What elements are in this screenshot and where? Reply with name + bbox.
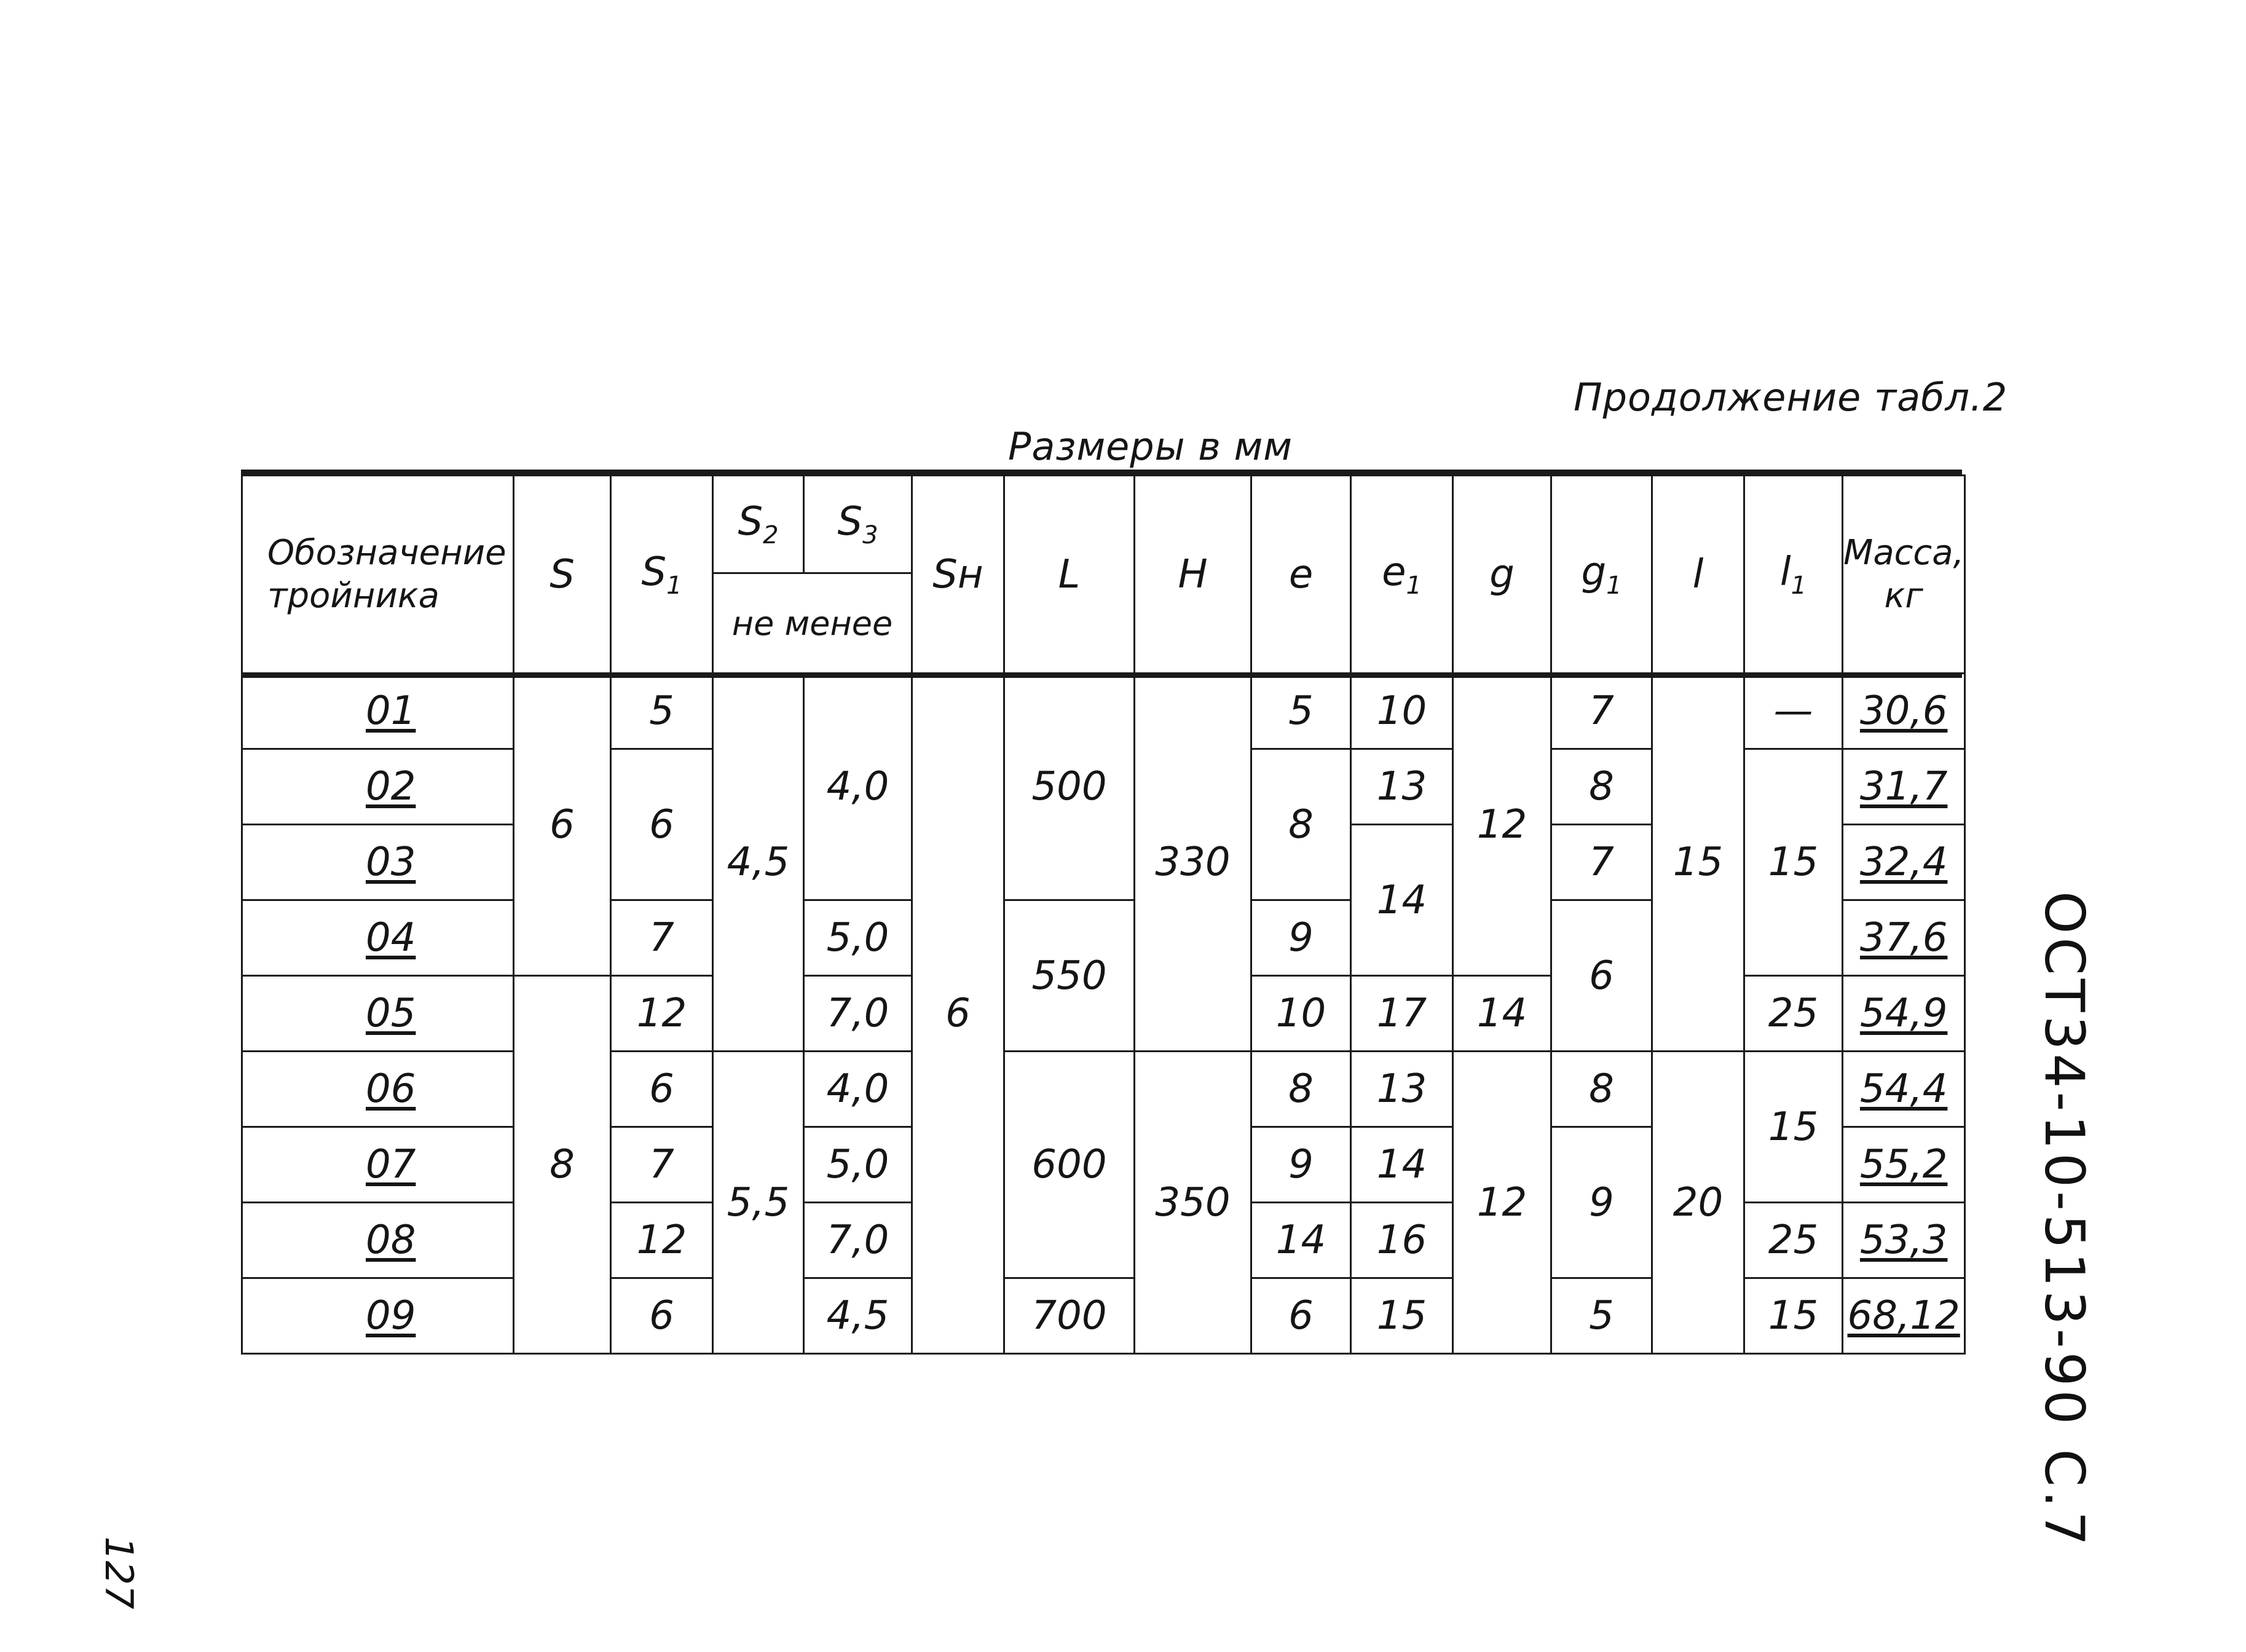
s-rows-01-04: 6 (514, 674, 611, 976)
header-e: e (1251, 476, 1351, 674)
g1-row-03: 7 (1551, 825, 1652, 900)
e1-row-02: 13 (1351, 749, 1453, 825)
top-rule (241, 470, 1962, 474)
s3-row-07: 5,0 (804, 1127, 912, 1203)
header-s2-letter: S (738, 499, 763, 545)
mass-09: 68,12 (1843, 1278, 1965, 1354)
mass-01: 30,6 (1843, 674, 1965, 749)
l1-row-09: 15 (1744, 1278, 1843, 1354)
s1-row-08: 12 (611, 1203, 713, 1278)
L-rows-04-05: 550 (1004, 900, 1135, 1052)
s2-rows-06-09: 5,5 (713, 1052, 804, 1354)
H-rows-06-09: 350 (1135, 1052, 1251, 1354)
e1-row-06: 13 (1351, 1052, 1453, 1127)
e1-rows-03-04: 14 (1351, 825, 1453, 976)
e-row-05: 10 (1251, 976, 1351, 1052)
s1-row-01: 5 (611, 674, 713, 749)
designation-01: 01 (242, 674, 514, 749)
designation-04: 04 (242, 900, 514, 976)
designation-09: 09 (242, 1278, 514, 1354)
g1-rows-04-05: 6 (1551, 900, 1652, 1052)
header-e1-sub: 1 (1406, 571, 1422, 600)
s1-rows-02-03: 6 (611, 749, 713, 900)
mass-03: 32,4 (1843, 825, 1965, 900)
e-row-07: 9 (1251, 1127, 1351, 1203)
g1-row-01: 7 (1551, 674, 1652, 749)
g1-rows-07-08: 9 (1551, 1127, 1652, 1278)
g1-row-09: 5 (1551, 1278, 1652, 1354)
g-rows-01-04: 12 (1453, 674, 1551, 976)
header-s1-sub: 1 (666, 571, 682, 600)
e1-row-08: 16 (1351, 1203, 1453, 1278)
l-rows-06-09: 20 (1652, 1052, 1744, 1354)
l1-row-01: — (1744, 674, 1843, 749)
document-code (2033, 891, 2096, 1549)
designation-06: 06 (242, 1052, 514, 1127)
designation-02: 02 (242, 749, 514, 825)
header-l1 (1744, 476, 1843, 674)
s3-row-09: 4,5 (804, 1278, 912, 1354)
page-number-text: 127 (97, 1536, 141, 1610)
document-code-text: ОСТ34-10-513-90 С.7 (2033, 891, 2096, 1549)
s3-row-04: 5,0 (804, 900, 912, 976)
s3-row-08: 7,0 (804, 1203, 912, 1278)
e1-row-05: 17 (1351, 976, 1453, 1052)
L-rows-06-08: 600 (1004, 1052, 1135, 1278)
s1-row-04: 7 (611, 900, 713, 976)
header-sn: Sн (912, 476, 1004, 674)
e-row-06: 8 (1251, 1052, 1351, 1127)
s3-row-06: 4,0 (804, 1052, 912, 1127)
header-g: g (1453, 476, 1551, 674)
header-g1 (1551, 476, 1652, 674)
header-l: l (1652, 476, 1744, 674)
e-row-01: 5 (1251, 674, 1351, 749)
s-rows-05-09: 8 (514, 976, 611, 1354)
s1-row-06: 6 (611, 1052, 713, 1127)
header-l1-letter: l (1779, 549, 1791, 595)
header-s3 (804, 476, 912, 573)
header-H: H (1135, 476, 1251, 674)
s1-row-07: 7 (611, 1127, 713, 1203)
g1-row-02: 8 (1551, 749, 1652, 825)
l1-row-05: 25 (1744, 976, 1843, 1052)
header-e1 (1351, 476, 1453, 674)
e1-row-07: 14 (1351, 1127, 1453, 1203)
header-s1-letter: S (641, 549, 667, 595)
designation-03: 03 (242, 825, 514, 900)
s1-row-09: 6 (611, 1278, 713, 1354)
s3-row-05: 7,0 (804, 976, 912, 1052)
mass-02: 31,7 (1843, 749, 1965, 825)
l1-rows-06-07: 15 (1744, 1052, 1843, 1203)
header-g1-letter: g (1581, 549, 1607, 595)
header-designation: Обозначение тройника (242, 476, 514, 674)
designation-05: 05 (242, 976, 514, 1052)
mass-08: 53,3 (1843, 1203, 1965, 1278)
designation-08: 08 (242, 1203, 514, 1278)
L-row-09: 700 (1004, 1278, 1135, 1354)
e1-row-01: 10 (1351, 674, 1453, 749)
l-rows-01-05: 15 (1652, 674, 1744, 1052)
g-row-05: 14 (1453, 976, 1551, 1052)
sn-all-rows: 6 (912, 674, 1004, 1354)
s2-rows-01-05: 4,5 (713, 674, 804, 1052)
header-s3-sub: 3 (862, 521, 878, 549)
mass-05: 54,9 (1843, 976, 1965, 1052)
g1-row-06: 8 (1551, 1052, 1652, 1127)
mass-07: 55,2 (1843, 1127, 1965, 1203)
header-s3-letter: S (837, 499, 863, 545)
s1-row-05: 12 (611, 976, 713, 1052)
designation-07: 07 (242, 1127, 514, 1203)
e1-row-09: 15 (1351, 1278, 1453, 1354)
L-rows-01-03: 500 (1004, 674, 1135, 900)
header-s: S (514, 476, 611, 674)
mass-04: 37,6 (1843, 900, 1965, 976)
header-not-less: не менее (713, 573, 912, 674)
header-s2 (713, 476, 804, 573)
header-L: L (1004, 476, 1135, 674)
g-rows-06-09: 12 (1453, 1052, 1551, 1354)
header-s2-sub: 2 (763, 521, 779, 549)
table-continuation-caption: Продолжение табл.2 (1574, 375, 2008, 420)
header-e1-letter: e (1382, 549, 1406, 595)
l1-rows-02-04: 15 (1744, 749, 1843, 976)
e-row-04: 9 (1251, 900, 1351, 976)
e-row-08: 14 (1251, 1203, 1351, 1278)
header-mass: Масса, кг (1843, 476, 1965, 674)
page-number (98, 1536, 148, 1610)
mass-06: 54,4 (1843, 1052, 1965, 1127)
units-caption: Размеры в мм (1008, 424, 1293, 469)
l1-row-08: 25 (1744, 1203, 1843, 1278)
e-row-09: 6 (1251, 1278, 1351, 1354)
e-rows-02-03: 8 (1251, 749, 1351, 900)
header-s1 (611, 476, 713, 674)
header-g1-sub: 1 (1606, 571, 1622, 600)
s3-rows-01-03: 4,0 (804, 674, 912, 900)
header-l1-sub: 1 (1791, 571, 1807, 600)
dimensions-table (241, 474, 1966, 1355)
H-rows-01-05: 330 (1135, 674, 1251, 1052)
